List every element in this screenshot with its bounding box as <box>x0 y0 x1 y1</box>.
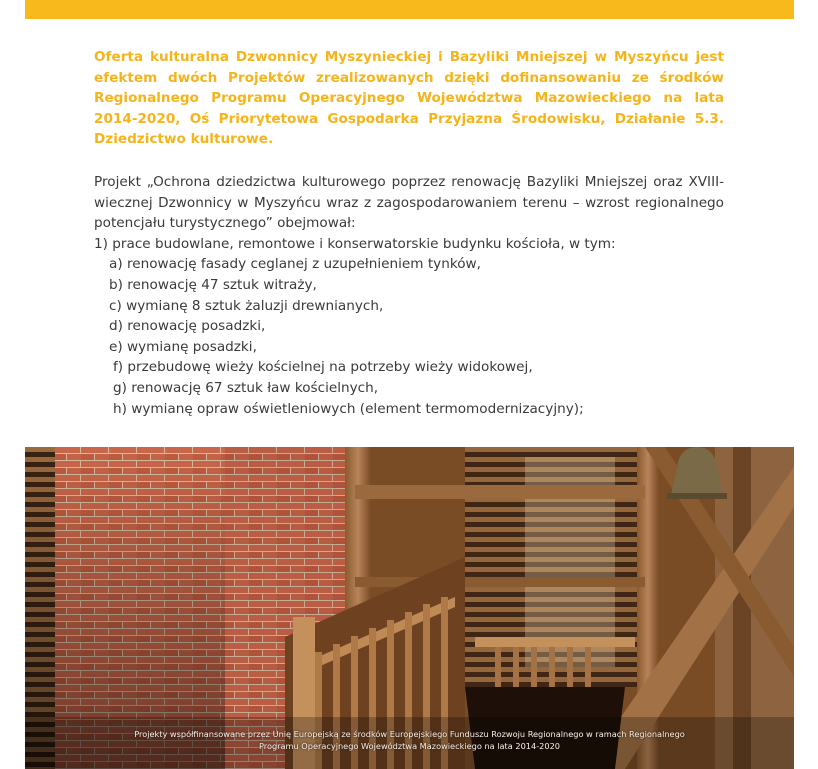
list-item: h) wymianę opraw oświetleniowych (element termomodernizacyjny); <box>113 400 584 417</box>
caption-line: Programu Operacyjnego Województwa Mazowieckiego na lata 2014-2020 <box>258 740 561 751</box>
bell-tower-interior-photo <box>25 447 794 769</box>
list-item-text: 1) prace budowlane, remontowe i konserwatorskie budynku kościoła, w tym: <box>94 235 616 252</box>
list-item: b) renowację 47 sztuk witraży, <box>109 276 317 293</box>
project-description-block <box>94 172 724 419</box>
list-item: d) renowację posadzki, <box>109 318 266 335</box>
list-item: a) renowację fasady ceglanej z uzupełnieniem tynków, <box>109 256 481 273</box>
list-item: g) renowację 67 sztuk ław kościelnych, <box>113 379 379 396</box>
sub-list <box>94 254 724 419</box>
list-item <box>94 234 724 419</box>
project-description: Projekt „Ochrona dziedzictwa kulturowego poprzez renowację Bazyliki Mniejszej oraz XVIII-wiecznej Dzwonnicy w Myszyńcu wraz z zagospodarowaniem terenu – wzrost regionalnego potencjału turystycznego” obejmował: <box>94 174 724 232</box>
intro-paragraph: Oferta kulturalna Dzwonnicy Myszynieckiej i Bazyliki Mniejszej w Myszyńcu jest efektem dwóch Projektów zrealizowanych dzięki dofinansowaniu ze środków Regionalnego Programu Operacyjnego Województwa Mazowieckiego na lata 2014-2020, Oś Priorytetowa Gospodarka Przyjazna Środowisku, Działanie 5.3. Dziedzictwo kulturowe. <box>94 49 724 148</box>
funding-caption <box>25 729 794 752</box>
photo-illustration <box>25 447 794 769</box>
top-accent-bar <box>25 0 794 19</box>
works-list <box>94 234 724 419</box>
list-item: e) wymianę posadzki, <box>109 338 257 355</box>
caption-line: Projekty współfinansowane przez Unię Europejską ze środków Europejskiego Funduszu Rozwoju Regionalnego w ramach Regionalnego <box>134 729 685 739</box>
list-item: c) wymianę 8 sztuk żaluzji drewnianych, <box>109 297 384 314</box>
list-item: f) przebudowę wieży kościelnej na potrzeby wieży widokowej, <box>113 359 533 376</box>
